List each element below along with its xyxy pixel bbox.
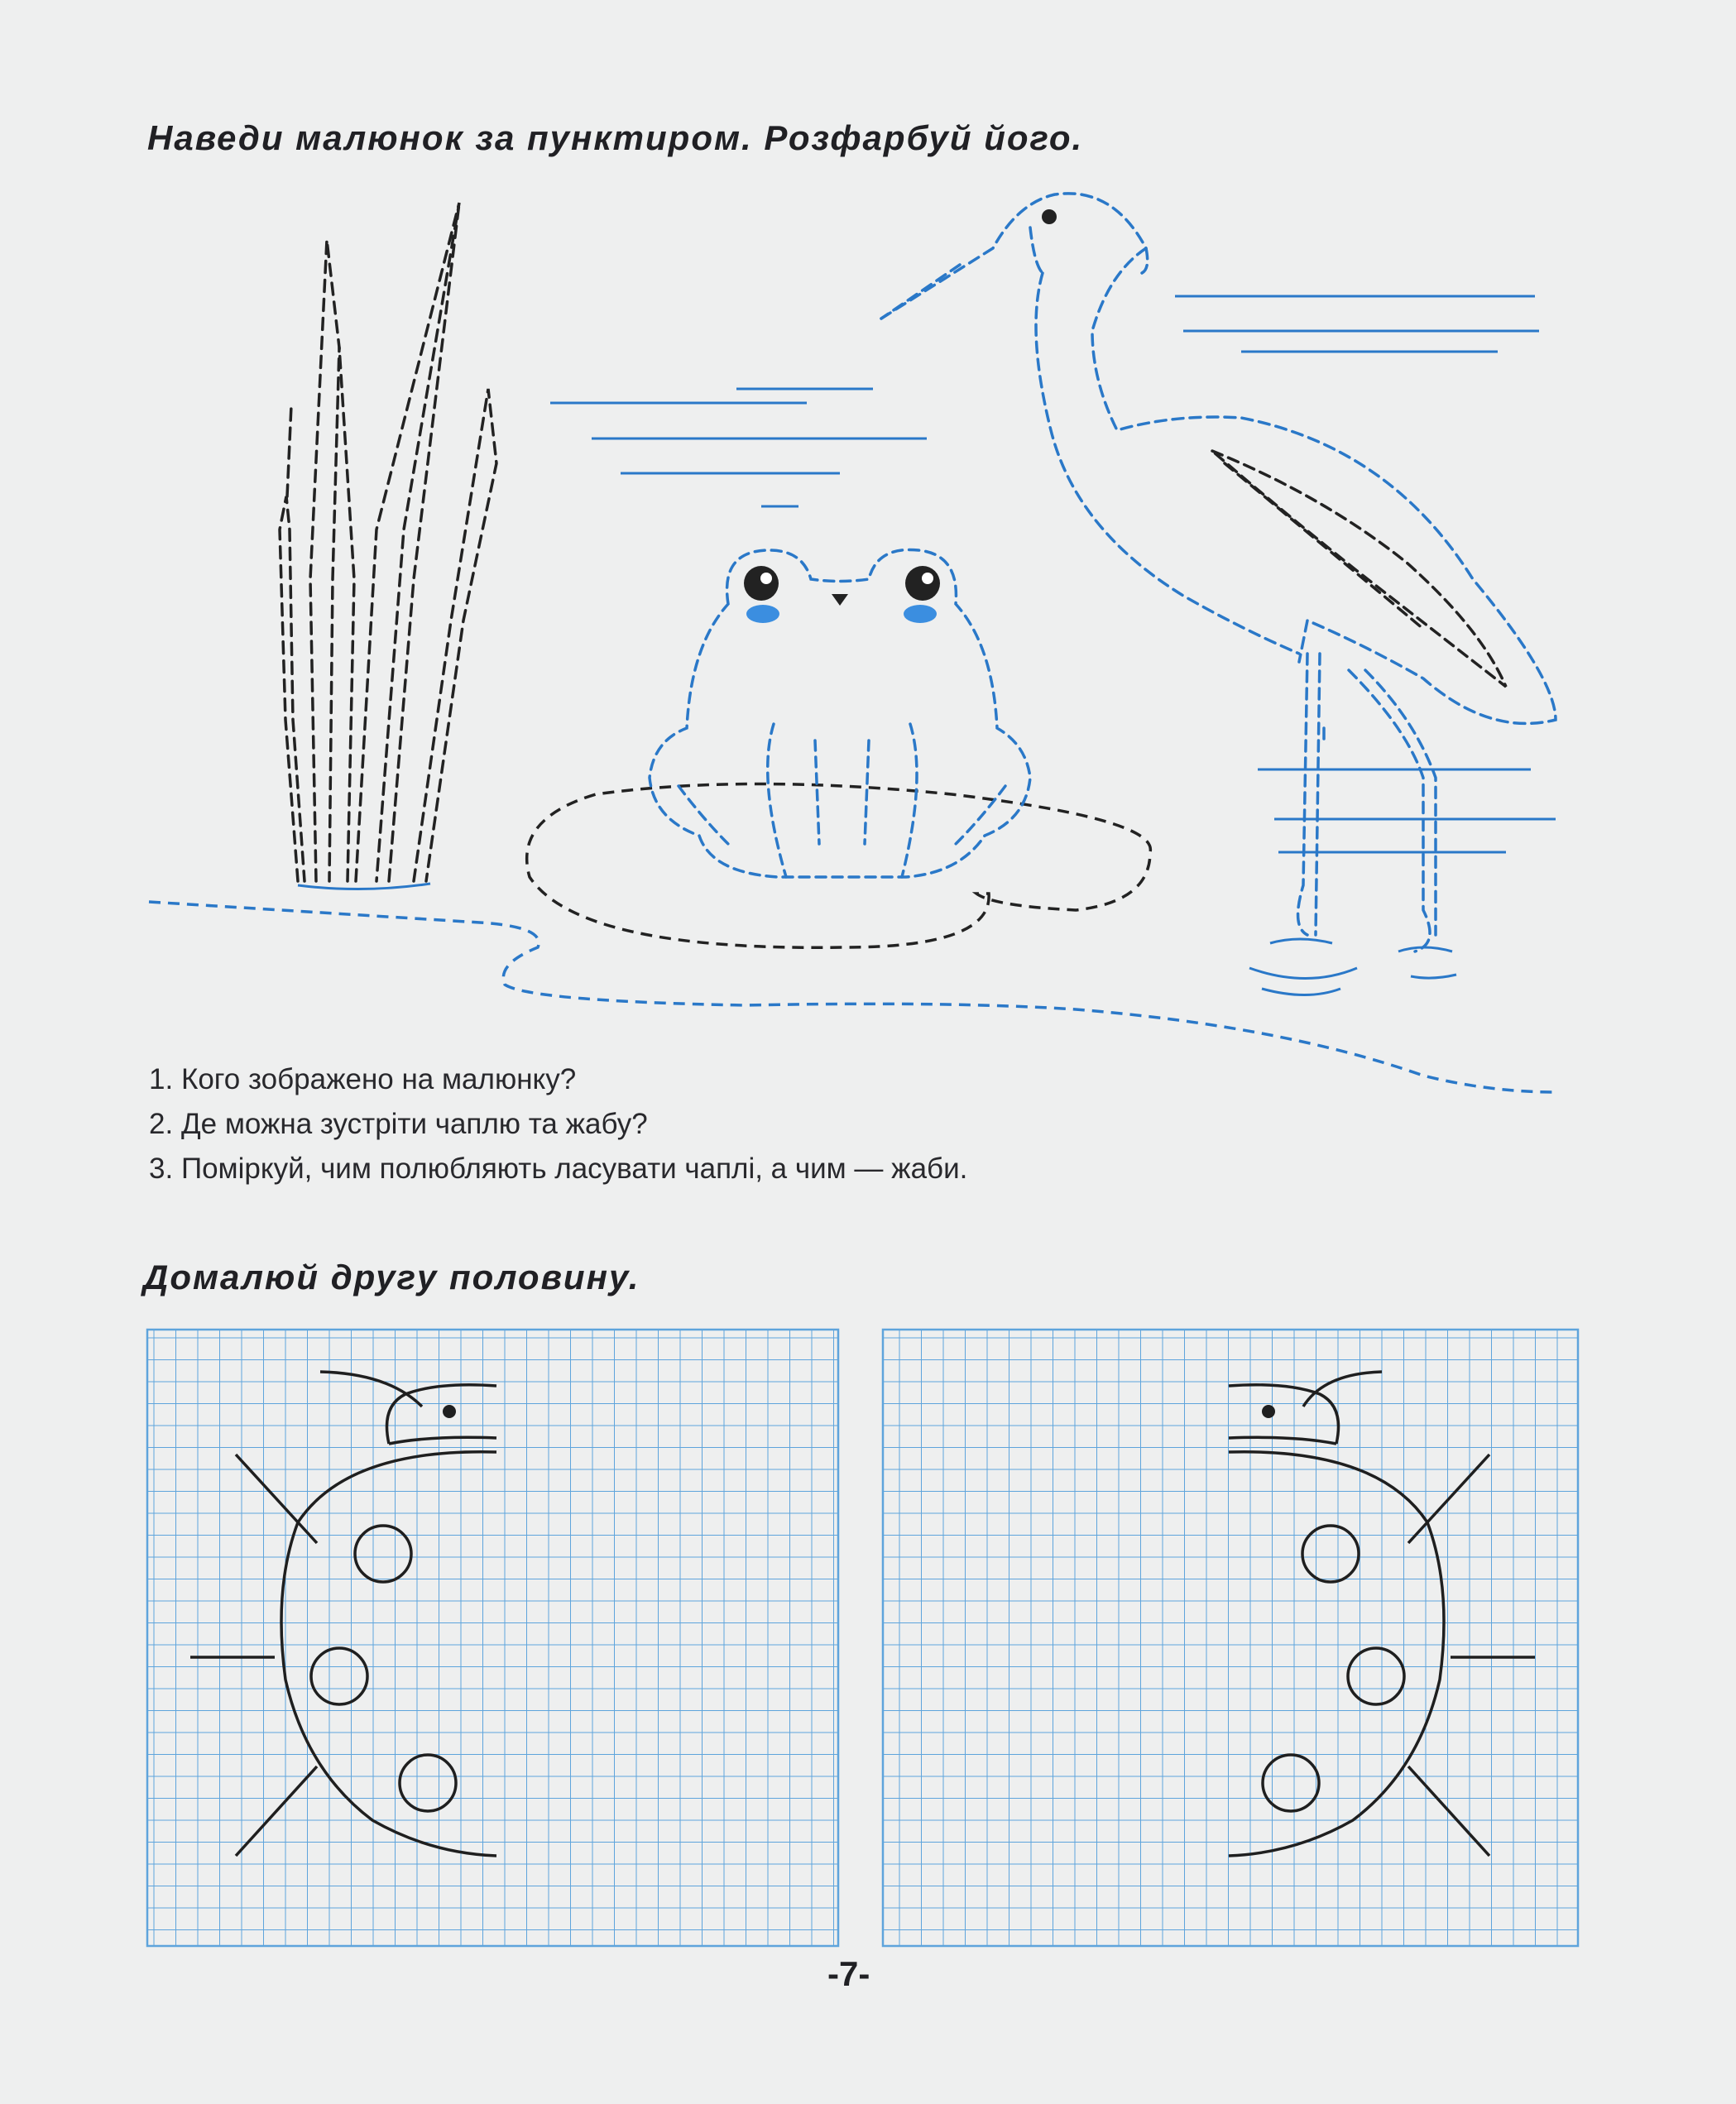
ladybug-eye (1262, 1405, 1275, 1418)
right-grid (883, 1330, 1578, 1946)
left-grid (147, 1330, 838, 1946)
task1-heading: Наведи малюнок за пунктиром. Розфарбуй його. (147, 118, 1084, 157)
page-number: -7- (827, 1954, 870, 1993)
question-number: 3. (149, 1153, 174, 1185)
question-text: Поміркуй, чим полюбляють ласувати чаплі, а чим — жаби. (180, 1153, 968, 1185)
task2-heading: Домалюй другу половину. (143, 1258, 640, 1296)
question-number: 2. (149, 1108, 174, 1140)
ladybug-eye (443, 1405, 456, 1418)
question-text: Кого зображено на малюнку? (180, 1063, 577, 1095)
question-text: Де можна зустріти чаплю та жабу? (180, 1108, 648, 1140)
question-number: 1. (149, 1063, 174, 1095)
